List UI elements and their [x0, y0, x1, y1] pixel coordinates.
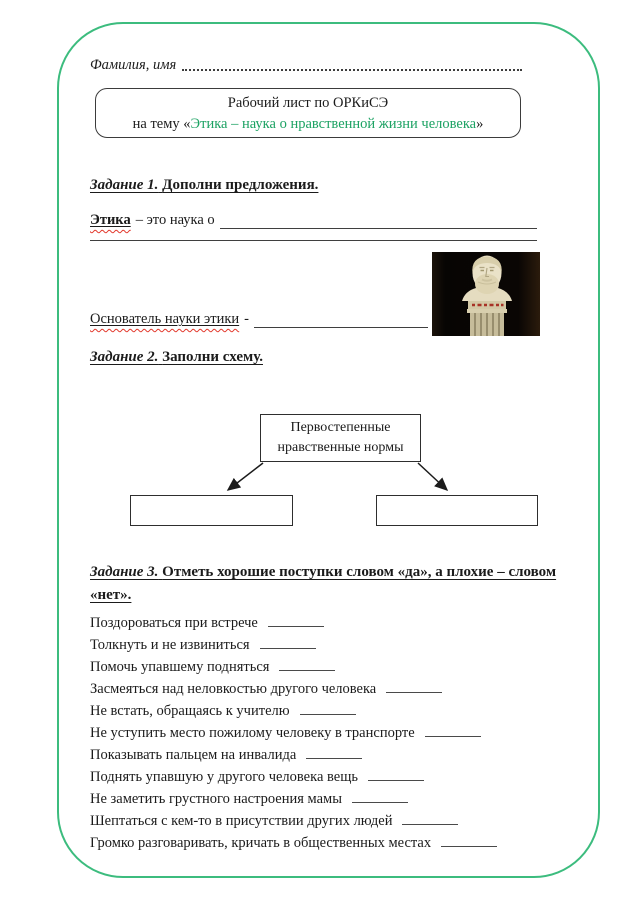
name-label: Фамилия, имя [90, 57, 177, 73]
item-text: Поздороваться при встрече [90, 615, 258, 631]
name-line [90, 56, 522, 74]
name-dotted-blank [182, 69, 522, 71]
task3-list-item [90, 744, 570, 766]
item-text: Шептаться с кем-то в присутствии других людей [90, 813, 393, 829]
scheme-root-line1: Первостепенные [290, 420, 391, 435]
task3-list-item [90, 612, 570, 634]
bust-of-aristotle-image [432, 252, 540, 336]
aristotle-photo [432, 252, 540, 336]
scheme-arrows [130, 461, 470, 497]
item-text: Толкнуть и не извиниться [90, 637, 250, 653]
subtitle-topic-highlight: Этика – наука о нравственной жизни человека [190, 116, 477, 132]
answer-blank [279, 656, 335, 671]
answer-blank [425, 722, 481, 737]
subtitle-prefix: на тему « [132, 116, 191, 132]
ethics-term-tail: – это наука о [135, 212, 215, 228]
ethics-sentence [90, 211, 537, 230]
item-text: Громко разговаривать, кричать в общественных местах [90, 835, 432, 851]
answer-blank [368, 766, 424, 781]
answer-blank [268, 612, 324, 627]
answer-blank [260, 634, 316, 649]
scheme-right-answer-box [376, 495, 538, 526]
task2-label: Задание 2. [90, 349, 159, 365]
task3-list-item [90, 700, 570, 722]
answer-blank [441, 832, 497, 847]
item-text: Засмеяться над неловкостью другого человека [90, 681, 377, 697]
item-text: Не заметить грустного настроения мамы [90, 791, 342, 807]
subtitle-suffix: » [476, 116, 484, 132]
answer-blank [306, 744, 362, 759]
scheme-root-line2: нравственные нормы [277, 440, 404, 455]
item-text: Не уступить место пожилому человеку в транспорте [90, 725, 415, 741]
worksheet-title-box [95, 88, 521, 138]
ethics-answer-blank-line2 [90, 240, 537, 241]
founder-label: Основатель науки этики [90, 311, 240, 327]
task3-list-item [90, 656, 570, 678]
item-text: Поднять упавшую у другого человека вещь [90, 769, 358, 785]
answer-blank [352, 788, 408, 803]
founder-answer-blank [254, 310, 428, 328]
task3-heading [90, 561, 564, 607]
item-text: Показывать пальцем на инвалида [90, 747, 297, 763]
founder-dash: - [244, 311, 249, 327]
task3-list-item [90, 766, 570, 788]
scheme-left-answer-box [130, 495, 293, 526]
worksheet-subtitle [96, 114, 520, 135]
answer-blank [300, 700, 356, 715]
answer-blank [386, 678, 442, 693]
task3-list-item [90, 810, 570, 832]
scheme-arrow-right [418, 463, 447, 490]
task1-title: Дополни предложения. [162, 177, 319, 193]
founder-label-wrap [90, 310, 239, 329]
task3-list-item [90, 788, 570, 810]
ethics-term: Этика [90, 212, 131, 228]
item-text: Помочь упавшему подняться [90, 659, 270, 675]
scheme-root-box [260, 414, 421, 462]
ethics-answer-blank [220, 211, 537, 229]
task3-title-line2: «нет». [90, 587, 132, 603]
task3-label: Задание 3. [90, 564, 159, 580]
task2-heading [90, 346, 263, 369]
task3-list-item [90, 634, 570, 656]
task1-heading [90, 174, 318, 197]
task1-label: Задание 1. [90, 177, 159, 193]
task3-list-item [90, 722, 570, 744]
task3-list [90, 612, 570, 854]
item-text: Не встать, обращаясь к учителю [90, 703, 290, 719]
task3-list-item [90, 678, 570, 700]
scheme-arrow-left [228, 463, 263, 490]
task3-title-line1: Отметь хорошие поступки словом «да», а плохие – словом [162, 564, 557, 580]
task2-title: Заполни схему. [162, 349, 263, 365]
worksheet-title: Рабочий лист по ОРКиСЭ [227, 95, 389, 111]
task3-list-item [90, 832, 570, 854]
answer-blank [402, 810, 458, 825]
ethics-term-wrap [90, 211, 131, 230]
founder-sentence [90, 310, 428, 329]
